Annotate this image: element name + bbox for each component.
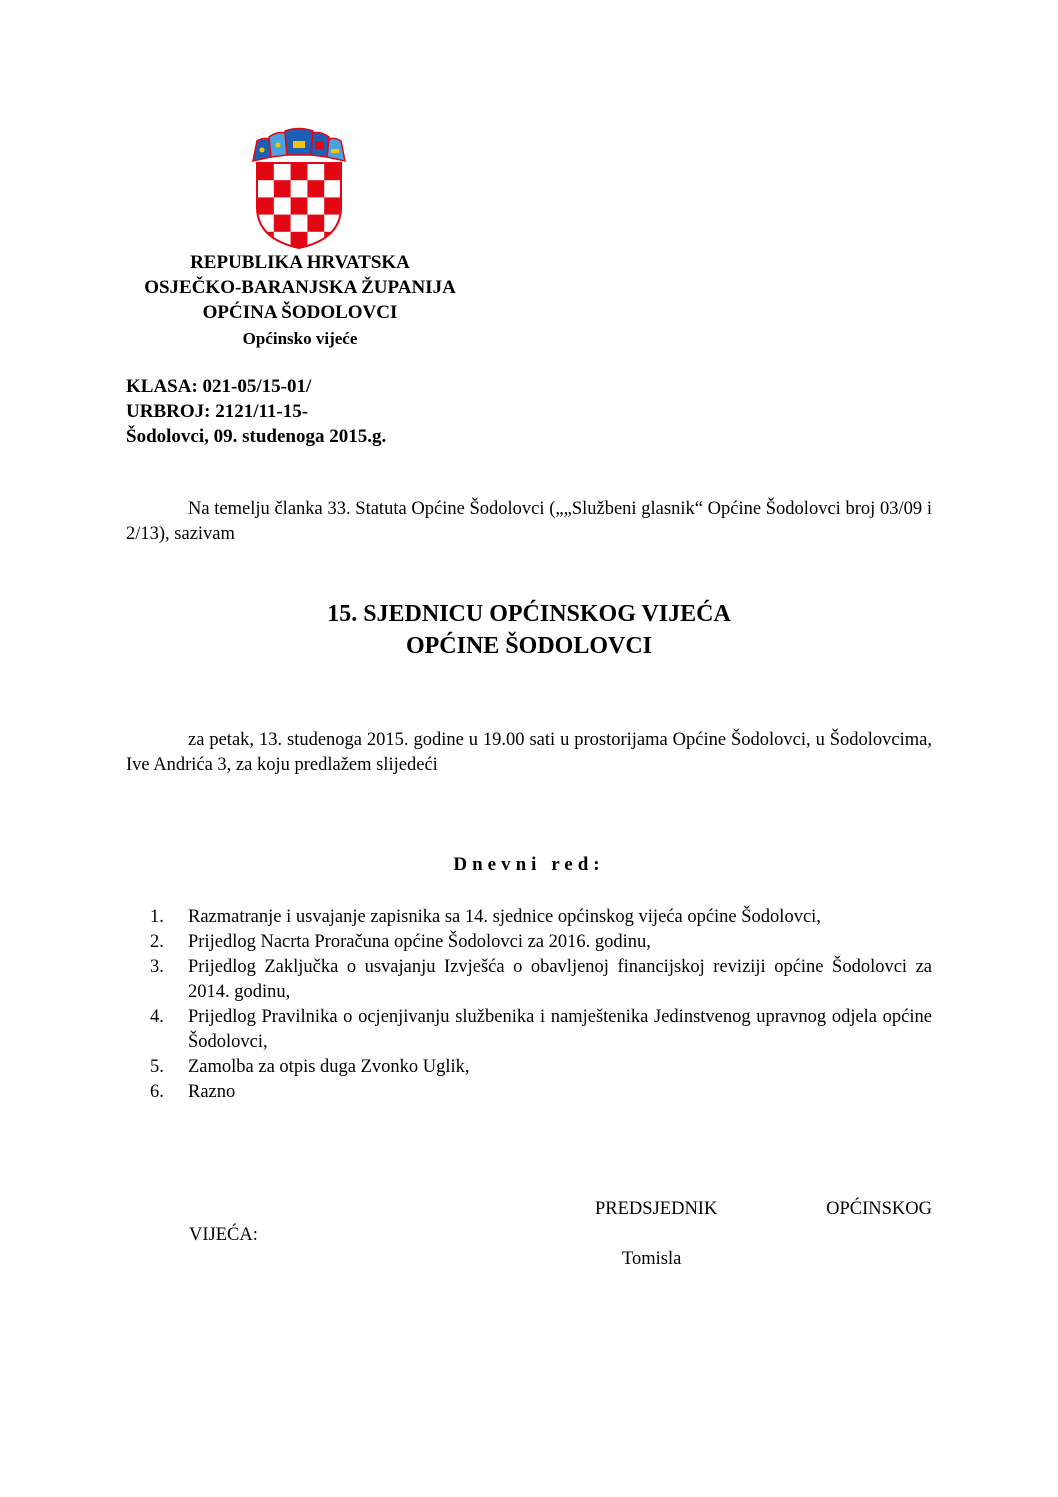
header-county: OSJEČKO-BARANJSKA ŽUPANIJA <box>144 277 456 298</box>
agenda-list <box>150 905 932 1105</box>
agenda-item-number: 6. <box>150 1082 164 1102</box>
agenda-item <box>150 1080 932 1105</box>
meeting-paragraph-text: za petak, 13. studenoga 2015. godine u 19.00 sati u prostorijama Općine Šodolovci, u Šodolovcima, Ive Andrića 3, za koju predlažem slijedeći <box>126 730 932 775</box>
title-line-2: OPĆINE ŠODOLOVCI <box>405 633 653 659</box>
agenda-item-text: Prijedlog Pravilnika o ocjenjivanju službenika i namještenika Jedinstvenog upravnog odjela općine Šodolovci, <box>188 1007 932 1052</box>
agenda-item-number: 5. <box>150 1057 164 1077</box>
intro-paragraph <box>126 497 932 547</box>
document-title <box>126 598 932 662</box>
agenda-item-number: 1. <box>150 907 164 927</box>
klasa: KLASA: 021-05/15-01/ <box>126 376 312 397</box>
signature-name: Tomisla <box>622 1249 682 1269</box>
coat-of-arms-logo <box>251 127 347 249</box>
crown <box>253 129 345 162</box>
agenda-item-text: Razno <box>188 1082 236 1102</box>
agenda-item <box>150 905 932 930</box>
agenda-item-number: 4. <box>150 1007 164 1027</box>
reference-block <box>126 374 386 449</box>
agenda-heading: Dnevni red: <box>453 854 605 875</box>
header-country: REPUBLIKA HRVATSKA <box>190 252 410 273</box>
issuer-header <box>100 250 500 351</box>
signature-word-vijeca: VIJEĆA: <box>189 1225 258 1245</box>
agenda-item-text: Razmatranje i usvajanje zapisnika sa 14. sjednice općinskog vijeća općine Šodolovci, <box>188 907 821 927</box>
place-date: Šodolovci, 09. studenoga 2015.g. <box>126 426 387 447</box>
header-council: Općinsko vijeće <box>242 329 358 348</box>
intro-paragraph-text: Na temelju članka 33. Statuta Općine Šodolovci („„Službeni glasnik“ Općine Šodolovci broj 03/09 i 2/13), sazivam <box>126 499 932 544</box>
header-municipality: OPĆINA ŠODOLOVCI <box>202 302 398 323</box>
agenda-item <box>150 930 932 955</box>
signature-word-opcinskog: OPĆINSKOG <box>826 1199 932 1219</box>
agenda-item-text: Prijedlog Nacrta Proračuna općine Šodolovci za 2016. godinu, <box>188 932 651 952</box>
agenda-item <box>150 1055 932 1080</box>
agenda-item-number: 2. <box>150 932 164 952</box>
title-line-1: 15. SJEDNICU OPĆINSKOG VIJEĆA <box>327 601 731 627</box>
urbroj: URBROJ: 2121/11-15- <box>126 401 309 422</box>
agenda-item <box>150 955 932 1005</box>
agenda-item-number: 3. <box>150 957 164 977</box>
signature-title-line <box>595 1199 932 1220</box>
agenda-item <box>150 1005 932 1055</box>
agenda-item-text: Zamolba za otpis duga Zvonko Uglik, <box>188 1057 470 1077</box>
agenda-item-text: Prijedlog Zaključka o usvajanju Izvješća o obavljenoj financijskoj reviziji općine Šodolovci za 2014. godinu, <box>188 957 932 1002</box>
meeting-paragraph <box>126 728 932 778</box>
signature-word-predsjednik: PREDSJEDNIK <box>595 1199 718 1219</box>
